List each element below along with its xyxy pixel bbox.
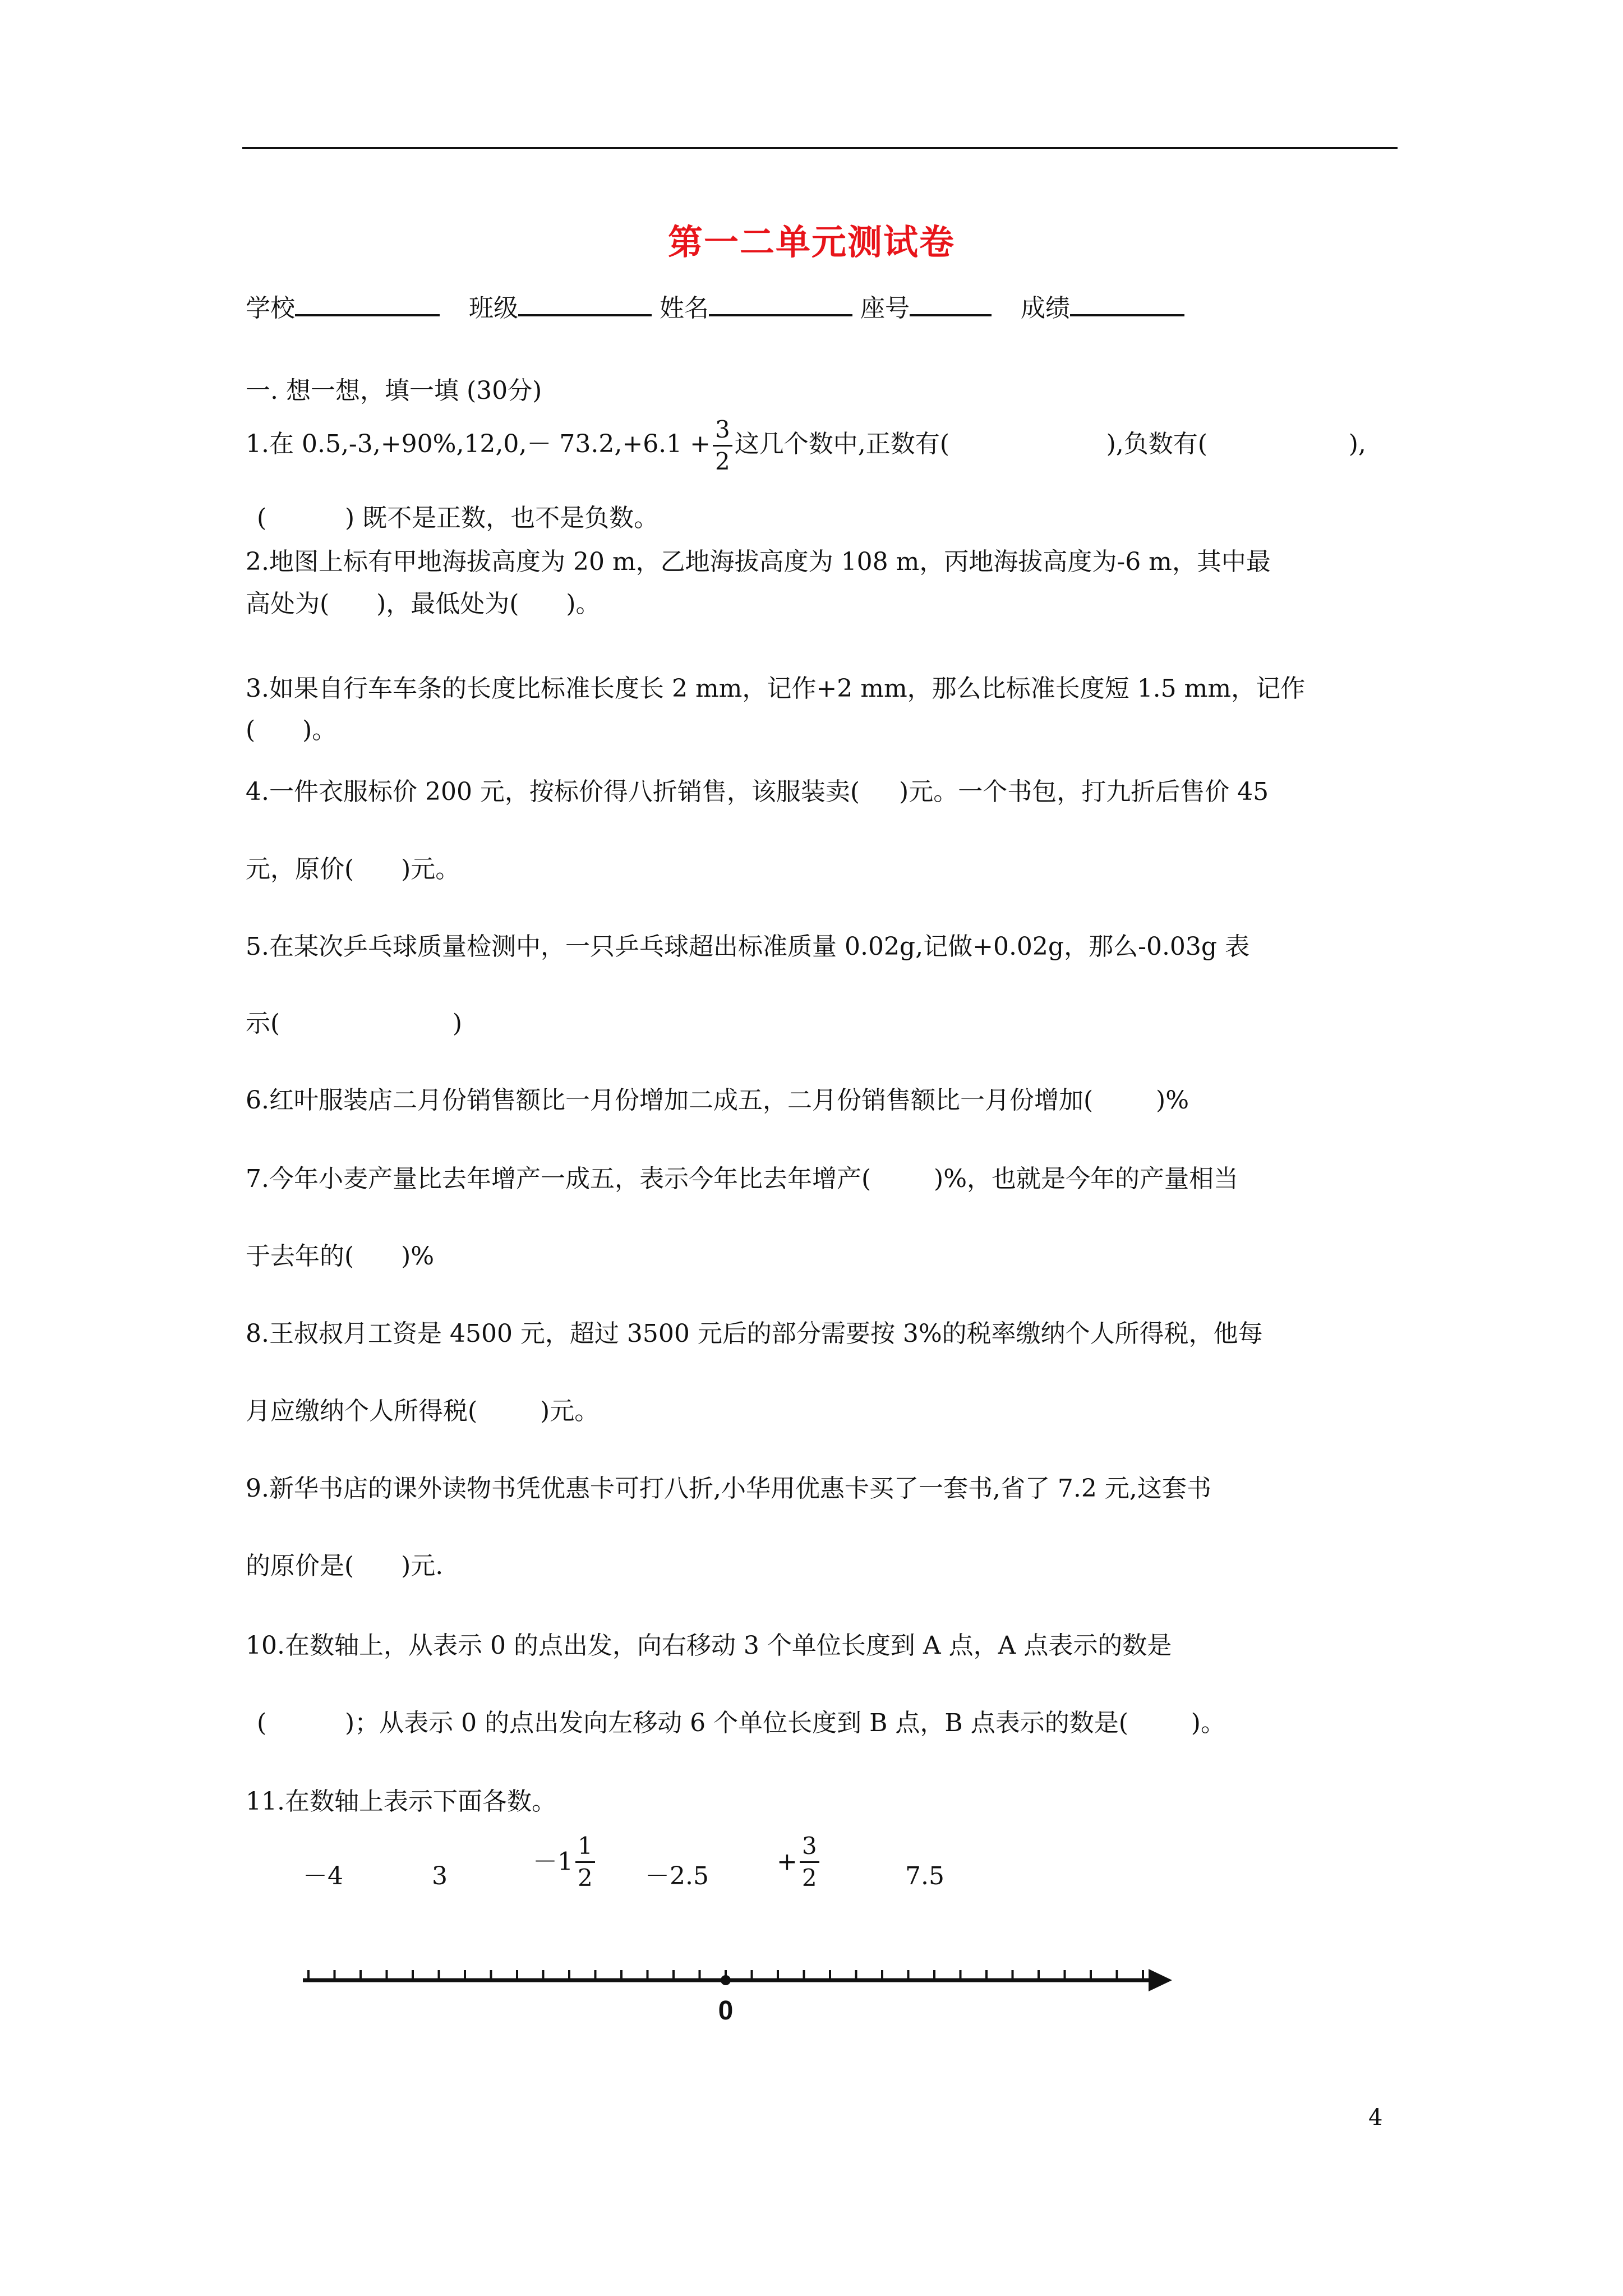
number-line[interactable]	[0, 1947, 1623, 2059]
question-2-line2: 高处为( )，最低处为( )。	[246, 590, 601, 618]
question-5-line2: 示( )	[246, 1009, 463, 1038]
question-6: 6.红叶服装店二月份销售额比一月份增加二成五，二月份销售额比一月份增加( )%	[246, 1086, 1189, 1115]
q11-number-6: 7.5	[905, 1862, 944, 1890]
question-3: 3.如果自行车车条的长度比标准长度长 2 mm，记作+2 mm，那么比标准长度短 1.5 mm，记作	[246, 674, 1306, 703]
q1-text-pre: 1.在 0.5,-3,+90%,12,0,－ 73.2,+6.1 +	[246, 430, 711, 458]
q11-number-2: 3	[432, 1862, 448, 1890]
header-rule	[242, 147, 1398, 149]
seat-label: 座号	[860, 294, 910, 323]
number-line-ticks	[308, 1970, 1143, 1985]
name-label: 姓名	[660, 294, 709, 323]
seat-field[interactable]	[910, 292, 992, 316]
q11-number-5: + $\frac{3}{2}$	[777, 1834, 822, 1890]
name-field[interactable]	[709, 292, 852, 316]
q11-number-3: －1 $\frac{1}{2}$	[533, 1834, 597, 1890]
q1-fraction: $\frac{3}{2}$	[713, 418, 732, 473]
question-3-line2: ( )。	[246, 716, 337, 744]
question-9-line2: 的原价是( )元.	[246, 1552, 444, 1580]
number-line-arrowhead	[1149, 1969, 1172, 1991]
number-line-origin-dot	[721, 1975, 731, 1985]
number-line-origin-label: 0	[718, 1996, 734, 2026]
student-info-line	[246, 292, 1184, 321]
question-10-line2: ( )；从表示 0 的点出发向左移动 6 个单位长度到 B 点，B 点表示的数是( )。	[257, 1709, 1225, 1737]
q11-number-1: －4	[303, 1862, 343, 1890]
page-title: 第一二单元测试卷	[667, 222, 955, 263]
question-10: 10.在数轴上，从表示 0 的点出发，向右移动 3 个单位长度到 A 点，A 点表示的数是	[246, 1631, 1172, 1660]
question-4: 4.一件衣服标价 200 元，按标价得八折销售，该服装卖( )元。一个书包，打九折后售价 45	[246, 777, 1269, 806]
class-label: 班级	[469, 294, 518, 323]
q11-number-4: －2.5	[645, 1862, 709, 1890]
question-11: 11.在数轴上表示下面各数。	[246, 1787, 556, 1816]
q1-text-post: 这几个数中,正数有( ),负数有( ),	[734, 430, 1366, 458]
question-4-line2: 元，原价( )元。	[246, 855, 460, 884]
score-label: 成绩	[1021, 294, 1070, 323]
question-9: 9.新华书店的课外读物书凭优惠卡可打八折,小华用优惠卡买了一套书,省了 7.2 元,这套书	[246, 1474, 1211, 1503]
section-heading: 一. 想一想，填一填 (30分)	[246, 376, 542, 405]
question-7-line2: 于去年的( )%	[246, 1242, 435, 1271]
question-5: 5.在某次乒乓球质量检测中，一只乒乓球超出标准质量 0.02g,记做+0.02g，那么-0.03g 表	[246, 932, 1250, 961]
question-8-line2: 月应缴纳个人所得税( )元。	[246, 1397, 600, 1425]
question-1	[246, 418, 1366, 473]
score-field[interactable]	[1070, 292, 1184, 316]
class-field[interactable]	[518, 292, 652, 316]
school-field[interactable]	[295, 292, 440, 316]
page-number: 4	[1368, 2105, 1383, 2131]
question-8: 8.王叔叔月工资是 4500 元，超过 3500 元后的部分需要按 3%的税率缴纳个人所得税，他每	[246, 1319, 1263, 1348]
school-label: 学校	[246, 294, 295, 323]
question-7: 7.今年小麦产量比去年增产一成五，表示今年比去年增产( )%，也就是今年的产量相当	[246, 1165, 1239, 1193]
question-1-line2: ( ) 既不是正数，也不是负数。	[257, 504, 659, 532]
question-2: 2.地图上标有甲地海拔高度为 20 m，乙地海拔高度为 108 m，丙地海拔高度为-6 m，其中最	[246, 547, 1271, 576]
